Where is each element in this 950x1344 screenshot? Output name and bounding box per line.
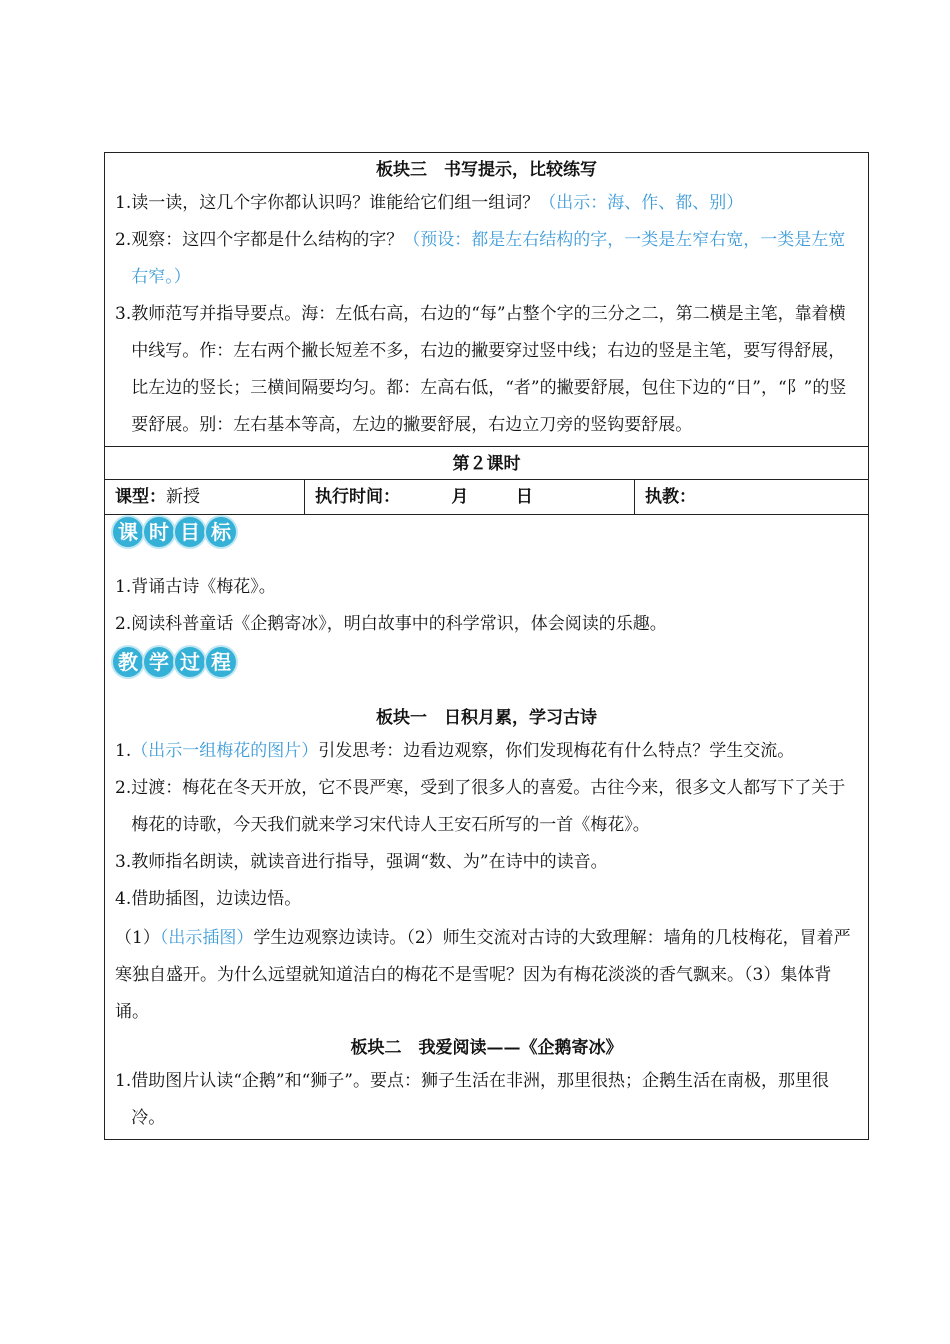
- goals-list: [105, 555, 868, 645]
- item-number: 1.: [115, 577, 132, 597]
- item-text: 引发思考：边看边观察，你们发现梅花有什么特点？学生交流。: [318, 741, 795, 761]
- badge-char: 目: [175, 517, 205, 547]
- list-item: [115, 844, 858, 881]
- block3-title: 板块三 书写提示，比较练写: [376, 160, 597, 180]
- item-text: 观察：这四个字都是什么结构的字？: [131, 230, 404, 250]
- block3-cell: [105, 153, 869, 447]
- badge-char: 时: [144, 517, 174, 547]
- block2-title: 板块二 我爱阅读——《企鹅寄冰》: [350, 1038, 623, 1058]
- item-number: 3.: [115, 852, 132, 872]
- list-item: [115, 569, 858, 606]
- lesson-plan-table: [104, 152, 869, 1140]
- lesson-type-cell: [105, 480, 305, 515]
- item-number: 1.: [115, 193, 132, 213]
- item-text: 背诵古诗《梅花》。: [131, 577, 276, 597]
- sub-step-text: 学生边观察边读诗。（2）师生交流对古诗的大致理解：墙角的几枝梅花，冒着严寒独自盛开。为什么远望就知道洁白的梅花不是雪呢？因为有梅花淡淡的香气飘来。（3）集体背诵。: [115, 928, 851, 1022]
- block1-list: [105, 733, 868, 920]
- badge-char: 过: [175, 647, 205, 677]
- teacher-cell: [635, 480, 869, 515]
- list-item: [115, 222, 858, 296]
- item-note: （出示：海、作、都、别）: [539, 193, 744, 213]
- item-text: 借助图片认读“企鹅”和“狮子”。要点：狮子生活在非洲，那里很热；企鹅生活在南极，那里很冷。: [131, 1071, 829, 1128]
- item-number: 1.: [115, 741, 132, 761]
- badge-char: 学: [144, 647, 174, 677]
- sub-steps-paragraph: [105, 920, 868, 1031]
- item-note: （预设：都是左右结构的字，一类是左窄右宽，一类是左宽右窄。）: [131, 230, 846, 287]
- block3-list: [105, 185, 868, 446]
- badge-char: 标: [206, 517, 236, 547]
- day-label: 日: [515, 487, 533, 507]
- lesson2-title: 第２课时: [452, 454, 521, 474]
- sub-step-note: （出示插图）: [159, 928, 254, 948]
- execution-time-label: 执行时间：: [315, 487, 400, 507]
- item-text: 教师范写并指导要点。海：左低右高，右边的“每”占整个字的三分之二，第二横是主笔，靠着横中线写。作：左右两个撇长短差不多，右边的撇要穿过竖中线；右边的竖是主笔，要写得舒展，比左边的竖长；三横间隔要均匀。都：左高右低，“者”的撇要舒展，包住下边的“日”，“阝”的竖要舒展。别：左右基本等高，左边的撇要舒展，右边立刀旁的竖钩要舒展。: [131, 304, 847, 435]
- list-item: [115, 733, 858, 770]
- lesson-plan-document: [104, 152, 868, 1140]
- execution-time-cell: [305, 480, 635, 515]
- badge-char: 教: [113, 647, 143, 677]
- process-badge: [105, 645, 868, 685]
- item-number: 4.: [115, 889, 132, 909]
- item-number: 2.: [115, 230, 132, 250]
- lesson-type-value: 新授: [166, 487, 200, 507]
- block1-title: 板块一 日积月累，学习古诗: [376, 708, 597, 728]
- item-text: 读一读，这几个字你都认识吗？谁能给它们组一组词？: [131, 193, 540, 213]
- list-item: [115, 881, 858, 918]
- item-number: 3.: [115, 304, 132, 324]
- item-text: 借助插图，边读边悟。: [131, 889, 302, 909]
- block2-list: [105, 1063, 868, 1139]
- lesson2-title-cell: [105, 447, 869, 480]
- goals-badge: [105, 515, 868, 555]
- item-number: 2.: [115, 778, 132, 798]
- lesson-type-label: 课型：: [115, 487, 166, 507]
- item-number: 2.: [115, 614, 132, 634]
- item-text: 教师指名朗读，就读音进行指导，强调“数、为”在诗中的读音。: [131, 852, 608, 872]
- teacher-label: 执教：: [645, 487, 696, 507]
- list-item: [115, 1063, 858, 1137]
- item-text: 阅读科普童话《企鹅寄冰》，明白故事中的科学常识，体会阅读的乐趣。: [131, 614, 667, 634]
- item-text: 过渡：梅花在冬天开放，它不畏严寒，受到了很多人的喜爱。古往今来，很多文人都写下了关于梅花的诗歌，今天我们就来学习宋代诗人王安石所写的一首《梅花》。: [131, 778, 846, 835]
- list-item: [115, 185, 858, 222]
- item-number: 1.: [115, 1071, 132, 1091]
- item-note: （出示一组梅花的图片）: [131, 741, 319, 761]
- badge-char: 程: [206, 647, 236, 677]
- badge-char: 课: [113, 517, 143, 547]
- list-item: [115, 296, 858, 444]
- sub-step-number: （1）: [115, 928, 160, 948]
- lesson2-content-cell: [105, 515, 869, 1140]
- list-item: [115, 606, 858, 643]
- list-item: [115, 770, 858, 844]
- month-label: 月: [451, 487, 469, 507]
